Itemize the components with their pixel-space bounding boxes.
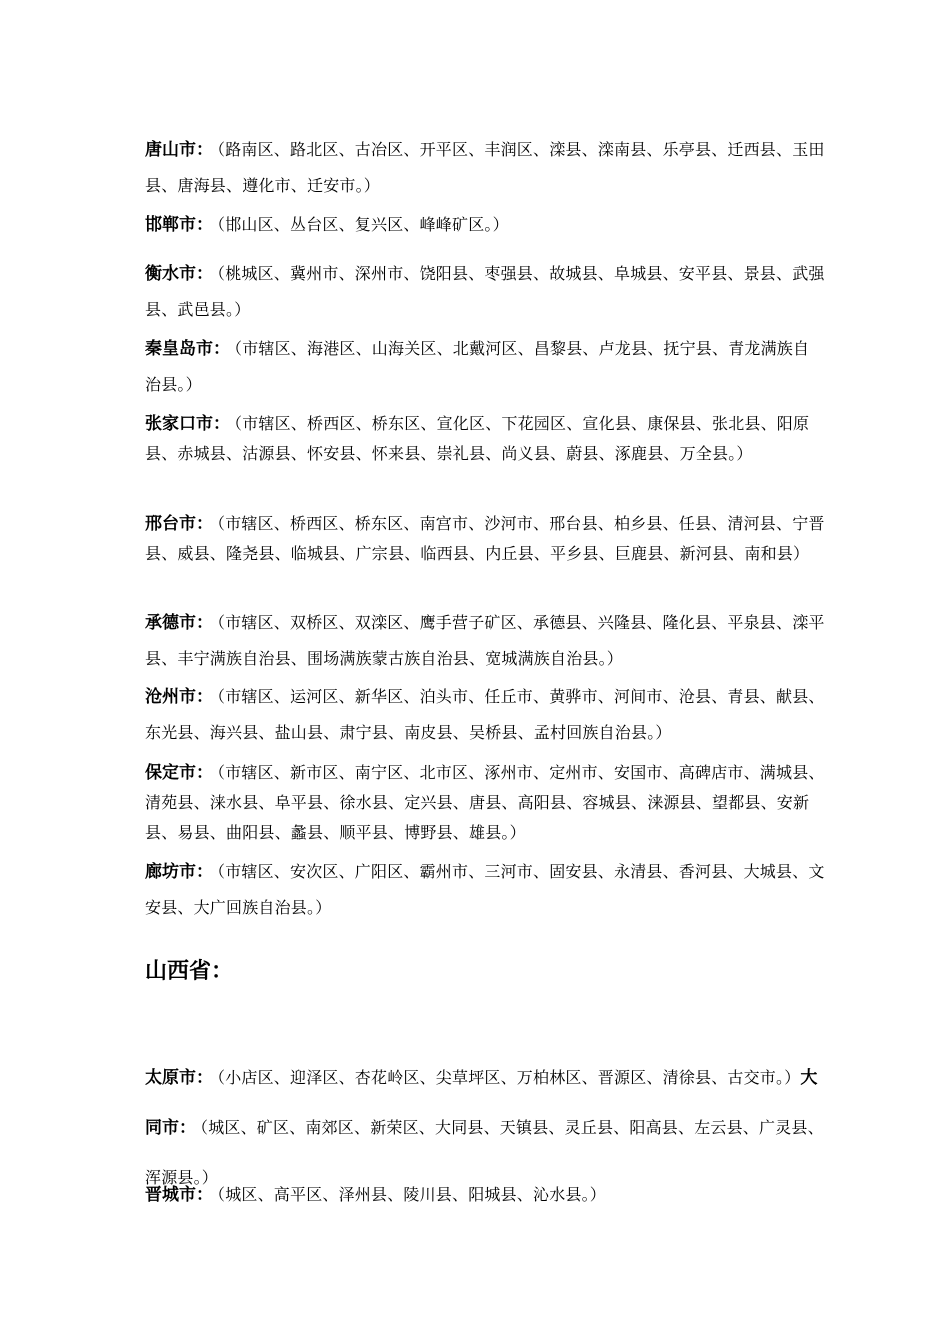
city-name: 沧州市 <box>145 687 196 707</box>
city-districts: （城区、高平区、泽州县、陵川县、阳城县、沁水县。） <box>217 1185 607 1204</box>
city-colon: ： <box>196 763 213 783</box>
city-name: 保定市 <box>145 763 196 783</box>
city-colon: ： <box>196 514 213 534</box>
city-colon: ： <box>196 862 213 882</box>
city-name: 衡水市 <box>145 264 196 284</box>
city-entry-hengshui <box>145 256 825 328</box>
city-colon: ： <box>196 215 213 235</box>
city-name: 承德市 <box>145 613 196 633</box>
city-colon: ： <box>196 140 213 160</box>
city-districts: （市辖区、双桥区、双滦区、鹰手营子矿区、承德县、兴隆县、隆化县、平泉县、滦平县、丰宁满族自治县、围场满族蒙古族自治县、宽城满族自治县。） <box>145 613 825 668</box>
city-name: 太原市 <box>145 1068 196 1088</box>
city-name: 邢台市 <box>145 514 196 534</box>
city-colon: ： <box>196 264 213 284</box>
city-colon: ： <box>179 1118 196 1138</box>
city-entry-qinhuangdao <box>145 331 825 403</box>
city-entry-handan <box>145 207 825 243</box>
city-name: 秦皇岛市 <box>145 339 213 359</box>
city-districts: （小店区、迎泽区、杏花岭区、尖草坪区、万柏林区、晋源区、清徐县、古交市。） <box>217 1068 801 1087</box>
city-name: 大同市 <box>145 1068 818 1138</box>
province-heading <box>145 955 233 989</box>
province-name: 山西省 <box>145 959 212 984</box>
city-districts: （市辖区、运河区、新华区、泊头市、任丘市、黄骅市、河间市、沧县、青县、献县、东光县、海兴县、盐山县、肃宁县、南皮县、吴桥县、孟村回族自治县。） <box>145 687 825 742</box>
city-entry-xingtai <box>145 509 825 569</box>
province-colon: ： <box>211 959 234 984</box>
city-districts: （市辖区、海港区、山海关区、北戴河区、昌黎县、卢龙县、抚宁县、青龙满族自治县。） <box>145 339 810 394</box>
city-entry-baoding <box>145 758 825 848</box>
city-entry-chengde <box>145 605 825 677</box>
city-entry-zhangjiakou <box>145 409 825 469</box>
city-entry-langfang <box>145 854 825 926</box>
city-colon: ： <box>196 613 213 633</box>
city-districts: （市辖区、桥西区、桥东区、南宫市、沙河市、邢台县、柏乡县、任县、清河县、宁晋县、威县、隆尧县、临城县、广宗县、临西县、内丘县、平乡县、巨鹿县、新河县、南和县） <box>145 514 825 563</box>
city-name: 邯郸市 <box>145 215 196 235</box>
city-name: 张家口市 <box>145 414 213 434</box>
city-districts: （桃城区、冀州市、深州市、饶阳县、枣强县、故城县、阜城县、安平县、景县、武强县、武邑县。） <box>145 264 825 319</box>
city-colon: ： <box>213 339 230 359</box>
city-name: 晋城市 <box>145 1185 196 1205</box>
city-name: 唐山市 <box>145 140 196 160</box>
city-colon: ： <box>213 414 230 434</box>
city-entry-jincheng <box>145 1177 825 1213</box>
city-districts: （城区、矿区、南郊区、新荣区、大同县、天镇县、灵丘县、阳高县、左云县、广灵县、浑源县。） <box>145 1118 824 1187</box>
city-name: 廊坊市 <box>145 862 196 882</box>
city-districts: （市辖区、新市区、南宁区、北市区、涿州市、定州市、安国市、高碑店市、满城县、清苑县、涞水县、阜平县、徐水县、定兴县、唐县、高阳县、容城县、涞源县、望都县、安新县、易县、曲阳县、蠡县、顺平县、博野县、雄县。） <box>145 763 825 842</box>
city-colon: ： <box>196 687 213 707</box>
city-entry-cangzhou <box>145 679 825 751</box>
city-districts: （市辖区、安次区、广阳区、霸州市、三河市、固安县、永清县、香河县、大城县、文安县、大广回族自治县。） <box>145 862 825 917</box>
city-districts: （市辖区、桥西区、桥东区、宣化区、下花园区、宣化县、康保县、张北县、阳原县、赤城县、沽源县、怀安县、怀来县、崇礼县、尚义县、蔚县、涿鹿县、万全县。） <box>145 414 810 463</box>
city-colon: ： <box>196 1068 213 1088</box>
city-districts: （路南区、路北区、古冶区、开平区、丰润区、滦县、滦南县、乐亭县、迁西县、玉田县、唐海县、遵化市、迁安市。） <box>145 140 825 195</box>
city-colon: ： <box>196 1185 213 1205</box>
city-districts: （邯山区、丛台区、复兴区、峰峰矿区。） <box>217 215 509 234</box>
city-entry-tangshan <box>145 132 825 204</box>
